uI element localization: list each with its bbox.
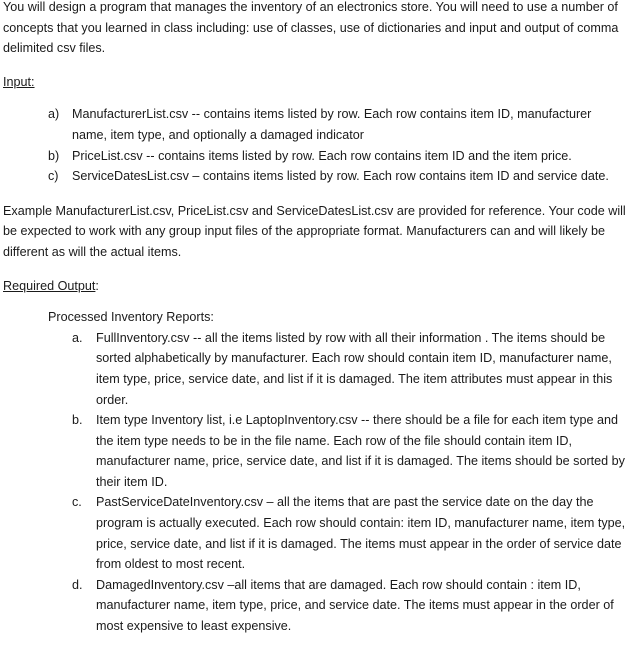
output-item-a [72, 328, 628, 410]
intro-paragraph: You will design a program that manages the inventory of an electronics store. You will need to use a number of concepts that you learned in class including: use of classes, use of dictionaries and input and output of comma delimited csv files. [3, 0, 619, 56]
input-item-text: ServiceDatesList.csv – contains items listed by row. Each row contains item ID and service date. [72, 169, 609, 184]
input-item-text: PriceList.csv -- contains items listed by row. Each row contains item ID and the item price. [72, 148, 572, 163]
input-files-list [3, 104, 628, 186]
output-item-d [72, 575, 628, 637]
input-item-marker: c) [48, 169, 59, 184]
example-paragraph: Example ManufacturerList.csv, PriceList.csv and ServiceDatesList.csv are provided for reference. Your code will be expected to work with any group input files of the appropriate format. Manufacturers can and will likely be different as will the actual items. [3, 203, 626, 259]
output-item-marker: d. [72, 577, 83, 592]
output-item-text: Item type Inventory list, i.e LaptopInventory.csv -- there should be a file for each item type and the item type needs to be in the file name. Each row of the file should contain item ID, manufacturer name, price, service date, and list if it is damaged. The items should be sorted by their item ID. [96, 413, 625, 489]
reports-title: Processed Inventory Reports: [48, 310, 214, 325]
output-heading-text: Required Output [3, 278, 96, 293]
output-item-marker: c. [72, 495, 82, 510]
input-item-marker: a) [48, 107, 60, 122]
output-item-marker: a. [72, 330, 83, 345]
input-item-text: ManufacturerList.csv -- contains items listed by row. Each row contains item ID, manufacturer name, item type, and optionally a damaged indicator [72, 107, 592, 142]
output-reports-list [3, 328, 628, 637]
output-item-marker: b. [72, 413, 83, 428]
output-heading [3, 276, 628, 297]
input-item-c [48, 166, 628, 187]
output-item-c [72, 492, 628, 574]
input-heading: Input: [3, 74, 35, 89]
output-item-text: FullInventory.csv -- all the items listed by row with all their information . The items should be sorted alphabetically by manufacturer. Each row should contain item ID, manufacturer name, item type, price, service date, and list if it is damaged. The item attributes must appear in this order. [96, 330, 613, 407]
output-item-b [72, 410, 628, 492]
output-item-text: DamagedInventory.csv –all items that are damaged. Each row should contain : item ID, manufacturer name, item type, price, and service date. The items must appear in the order of most expensive to least expensive. [96, 577, 614, 634]
input-item-marker: b) [48, 148, 60, 163]
output-heading-colon: : [95, 278, 99, 293]
input-item-a [48, 104, 628, 145]
output-item-text: PastServiceDateInventory.csv – all the items that are past the service date on the day the program is actually executed. Each row should contain: item ID, manufacturer name, item type, price, service date, and list if it is damaged. The items must appear in the order of service date from oldest to most recent. [96, 495, 626, 572]
input-item-b [48, 146, 628, 167]
